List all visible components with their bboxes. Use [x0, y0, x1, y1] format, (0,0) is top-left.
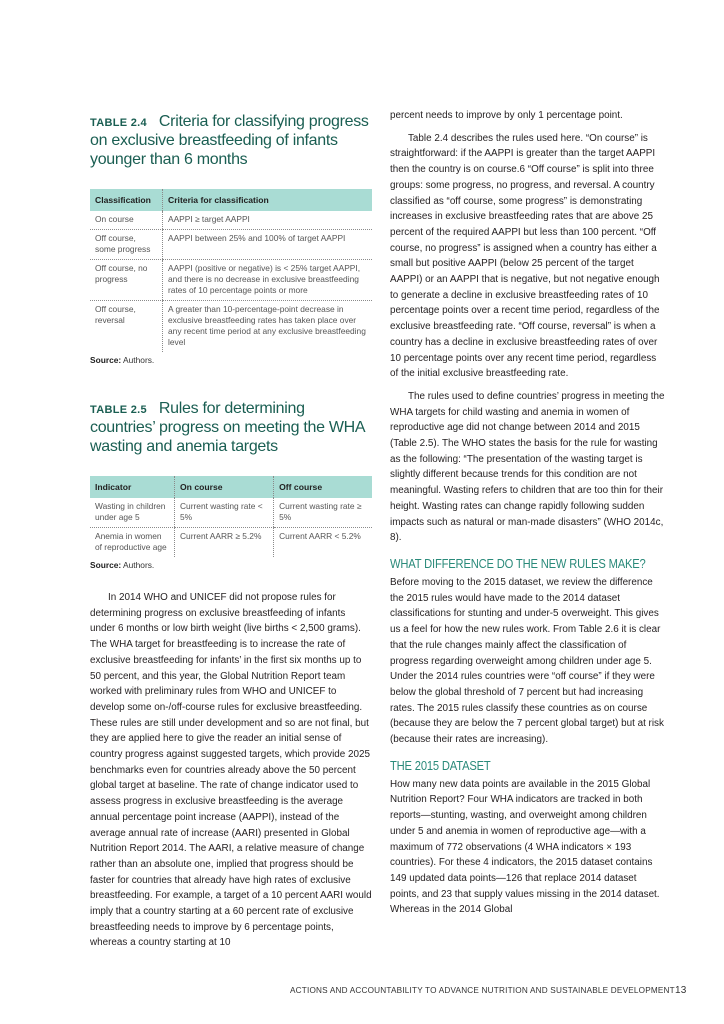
- right-paragraph-2: Table 2.4 describes the rules used here. “On course” is straightforward: if the AAPPI is greater than the target AAPPI then the country is on course.6 “Off course” is split into three groups: some progress, no progress, and reversal. A country classified as “off course, some progress” is demonstrating increases in exclusive breastfeeding rates that are above 25 percent of the required AAPPI but less than 100 percent. “Off course, no progress” is assigned when a country has either a small but positive AAPPI (below 25 percent of the target AAPPI) or an AAPPI that is negative, but not negative enough to generate a decline in exclusive breastfeeding rates of 10 percentage points over a recent time period, regardless of the exclusive breastfeeding rate. “Off course, reversal” is when a country has a decline in exclusive breastfeeding rates of over 10 percentage points over any recent time period, regardless of the initial exclusive breastfeeding rate.: [390, 132, 660, 380]
- table-2-5-header-indicator: Indicator: [90, 476, 175, 498]
- table-cell: On course: [90, 211, 163, 230]
- table-2-4-number: TABLE 2.4: [90, 117, 147, 129]
- page-footer: [290, 986, 690, 995]
- page-number: 13: [675, 985, 687, 996]
- table-2-4-source: [90, 355, 372, 365]
- table-cell: Current AARR ≥ 5.2%: [175, 528, 274, 558]
- right-paragraph-3: The rules used to define countries’ progress in meeting the WHA targets for child wasting and anemia in women of reproductive age did not change between 2014 and 2015 (Table 2.5). The WHO states the basis for the rule for wasting as the following: “The presentation of the wasting target is slightly different because trends for this condition are not meaningful. Wasting refers to children that are too thin for their height. Wasting rates can change rapidly following sudden impacts such as natural or man-made disasters” (WHO 2014c, 8).: [390, 390, 665, 544]
- table-cell: Off course, some progress: [90, 230, 163, 260]
- table-2-4: [90, 189, 372, 352]
- table-2-4-heading: [90, 112, 372, 169]
- right-paragraph-1: percent needs to improve by only 1 percentage point.: [390, 110, 623, 121]
- table-row: [90, 230, 372, 260]
- source-text: Authors.: [121, 560, 155, 570]
- table-row: [90, 211, 372, 230]
- table-cell: Off course, reversal: [95, 304, 136, 325]
- table-cell: Off course, no progress: [90, 260, 163, 301]
- table-cell: Current wasting rate < 5%: [175, 498, 274, 528]
- table-2-5-header-off-course: Off course: [274, 476, 372, 498]
- table-row: [90, 301, 372, 353]
- running-title: ACTIONS AND ACCOUNTABILITY TO ADVANCE NUTRITION AND SUSTAINABLE DEVELOPMENT: [290, 986, 675, 995]
- table-2-5-title: Rules for determining countries’ progress on meeting the WHA wasting and anemia targets: [90, 400, 365, 455]
- section-heading-new-rules: WHAT DIFFERENCE DO THE NEW RULES MAKE?: [390, 555, 646, 571]
- source-label: Source:: [90, 355, 122, 365]
- right-paragraph-4: Before moving to the 2015 dataset, we review the difference the 2015 rules would have made to the 2014 dataset classifications for stunting and under-5 overweight. This gives us a feel for how the new rules work. From Table 2.6 it is clear that the rule changes mainly affect the classification of progress regarding overweight among children under age 5. Under the 2014 rules countries were “off course” if they were below the global threshold of 7 percent but had increasing rates. The 2015 rules classify these countries as on course (because they are below the 7 percent global target) but at risk (because their rates are increasing).: [390, 576, 664, 746]
- table-cell: Anemia in women of reproductive age: [95, 531, 167, 552]
- table-cell: Current AARR < 5.2%: [274, 528, 372, 558]
- table-cell: AAPPI (positive or negative) is < 25% target AAPPI, and there is no decrease in exclusive breastfeeding rates of 10 percentage points or more: [163, 260, 373, 301]
- table-2-5-source: [90, 560, 372, 570]
- source-text: Authors.: [121, 355, 155, 365]
- table-2-5-number: TABLE 2.5: [90, 404, 147, 416]
- table-cell: AAPPI between 25% and 100% of target AAPPI: [163, 230, 373, 260]
- table-2-5-heading: [90, 399, 372, 456]
- table-cell: A greater than 10-percentage-point decrease in exclusive breastfeeding rates has taken place over any recent time period at any exclusive breastfeeding level: [163, 301, 373, 353]
- table-2-4-header-classification: Classification: [90, 189, 163, 211]
- right-paragraph-5: How many new data points are available in the 2015 Global Nutrition Report? Four WHA indicators are tracked in both reports—stunting, wasting, and overweight among children under 5 and anemia in women of reproductive age—with a maximum of 772 observations (4 WHA indicators × 193 countries). For these 4 indicators, the 2015 dataset contains 149 updated data points—126 that replace 2014 dataset points, and 23 that supply values missing in the 2014 dataset. Whereas in the 2014 Global: [390, 778, 660, 916]
- table-2-4-title: Criteria for classifying progress on exclusive breastfeeding of infants younger than 6 months: [90, 113, 369, 168]
- table-row: [90, 498, 372, 528]
- right-column: [390, 108, 665, 918]
- source-label: Source:: [90, 560, 122, 570]
- left-body-paragraph: In 2014 WHO and UNICEF did not propose rules for determining progress on exclusive breastfeeding of infants under 6 months or low birth weight (live births < 2,500 grams). The WHA target for breastfeeding is to increase the rate of exclusive breastfeeding for infants’ in the first six months up to 50 percent, and this year, the Global Nutrition Report team worked with preliminary rules from WHO and UNICEF to develop some on-/off-course rules for exclusive breastfeeding. These rules are still under development and so are not final, but they are applied here to give the reader an initial sense of country progress against suggested targets, which provide 2025 benchmarks even for countries already above the 50 percent global target at baseline. The rate of change indicator used to assess progress in exclusive breastfeeding is the average annual percentage point increase (AAPPI), instead of the average annual rate of increase (AARI) presented in Global Nutrition Report 2014. The AARI, a relative measure of change rather than an absolute one, implied that progress should be faster for countries that already have high rates of exclusive breastfeeding. For example, a target of a 10 percent AARI would imply that a country starting at a 60 percent rate of exclusive breastfeeding needs to improve by 6 percentage points, whereas a country starting at 10: [90, 592, 372, 949]
- table-2-5-header-on-course: On course: [175, 476, 274, 498]
- table-2-4-header-criteria: Criteria for classification: [163, 189, 373, 211]
- table-cell: Current wasting rate ≥ 5%: [274, 498, 372, 528]
- table-row: [90, 260, 372, 301]
- table-row: [90, 528, 372, 558]
- table-cell: AAPPI ≥ target AAPPI: [163, 211, 373, 230]
- section-heading-2015-dataset: THE 2015 DATASET: [390, 757, 491, 773]
- table-cell: Wasting in children under age 5: [90, 498, 175, 528]
- table-2-5: [90, 476, 372, 557]
- left-column: [90, 112, 372, 951]
